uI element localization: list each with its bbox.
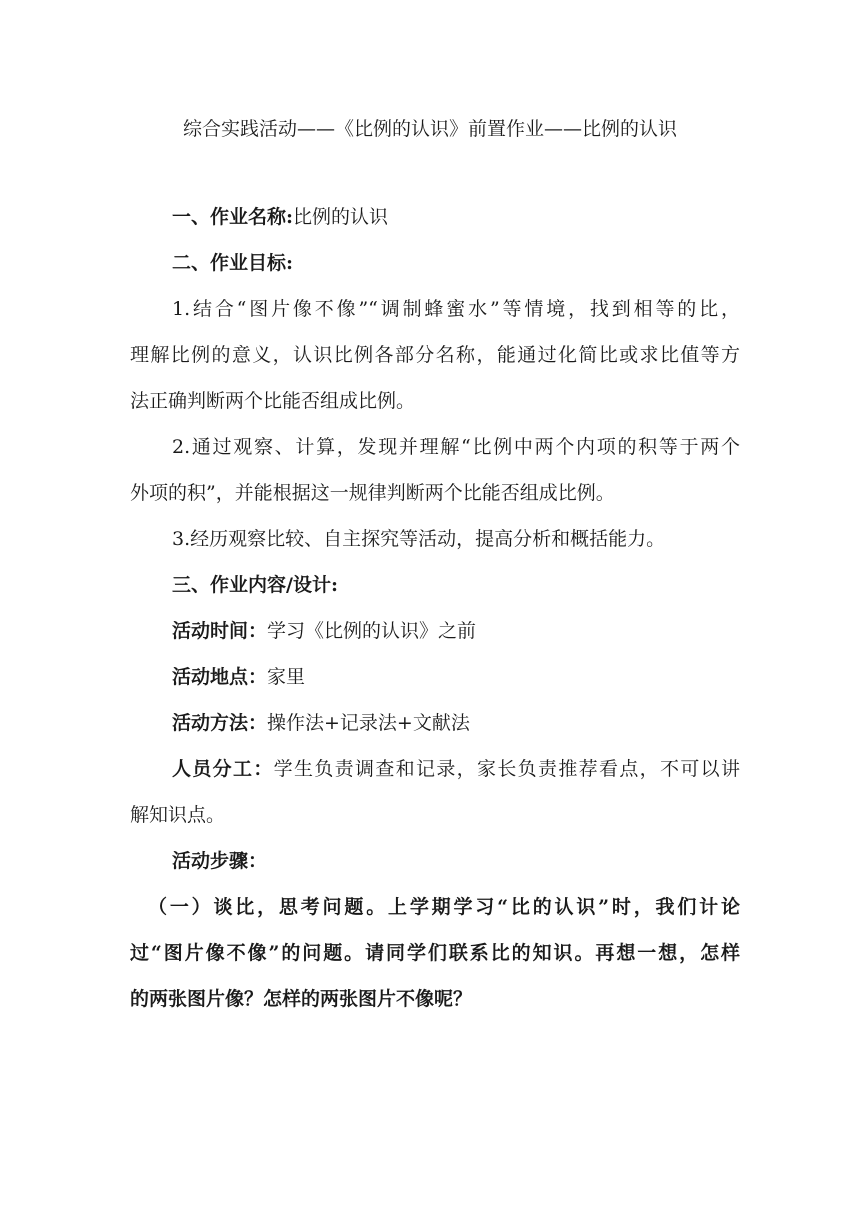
goal-2-line-2: 外项的积”，并能根据这一规律判断两个比能否组成比例。	[130, 482, 615, 504]
roles-line-1	[172, 757, 740, 781]
goal-1-line-1: 1.结合“图片像不像”“调制蜂蜜水”等情境，找到相等的比，	[172, 298, 740, 320]
section-2-heading: 二、作业目标:	[172, 252, 294, 274]
roles-label: 人员分工：	[172, 758, 274, 780]
roles-value-line-1: 学生负责调查和记录，家长负责推荐看点，不可以讲	[273, 758, 740, 780]
goal-1-line-3: 法正确判断两个比能否组成比例。	[130, 390, 416, 412]
goal-1-line-2: 理解比例的意义，认识比例各部分名称，能通过化简比或求比值等方	[130, 344, 740, 366]
step-1-line-1: （一）谈比，思考问题。上学期学习“比的认识”时，我们计论	[148, 896, 740, 918]
section-1-label: 一、作业名称:	[172, 206, 294, 228]
activity-method	[172, 711, 740, 735]
activity-method-value: 操作法+记录法+文献法	[267, 712, 470, 734]
activity-time-label: 活动时间：	[172, 620, 268, 642]
goal-3-line-1: 3.经历观察比较、自主探究等活动，提高分析和概括能力。	[172, 528, 666, 550]
step-1-line-2: 过“图片像不像”的问题。请同学们联系比的知识。再想一想，怎样	[130, 942, 740, 964]
steps-heading: 活动步骤：	[172, 850, 268, 872]
document-title: 综合实践活动——《比例的认识》前置作业——比例的认识	[182, 118, 677, 140]
section-1-heading	[172, 205, 740, 229]
goal-2-line-1: 2.通过观察、计算，发现并理解“比例中两个内项的积等于两个	[172, 436, 740, 458]
section-1-value: 比例的认识	[293, 206, 389, 228]
activity-time	[172, 619, 740, 643]
activity-place-value: 家里	[267, 666, 306, 688]
roles-line-2: 解知识点。	[130, 804, 226, 826]
activity-time-value: 学习《比例的认识》之前	[267, 620, 477, 642]
activity-place-label: 活动地点：	[172, 666, 268, 688]
section-3-heading: 三、作业内容/设计:	[172, 574, 338, 596]
activity-place	[172, 665, 740, 689]
step-1-line-3: 的两张图片像？怎样的两张图片不像呢？	[130, 988, 473, 1010]
activity-method-label: 活动方法：	[172, 712, 268, 734]
